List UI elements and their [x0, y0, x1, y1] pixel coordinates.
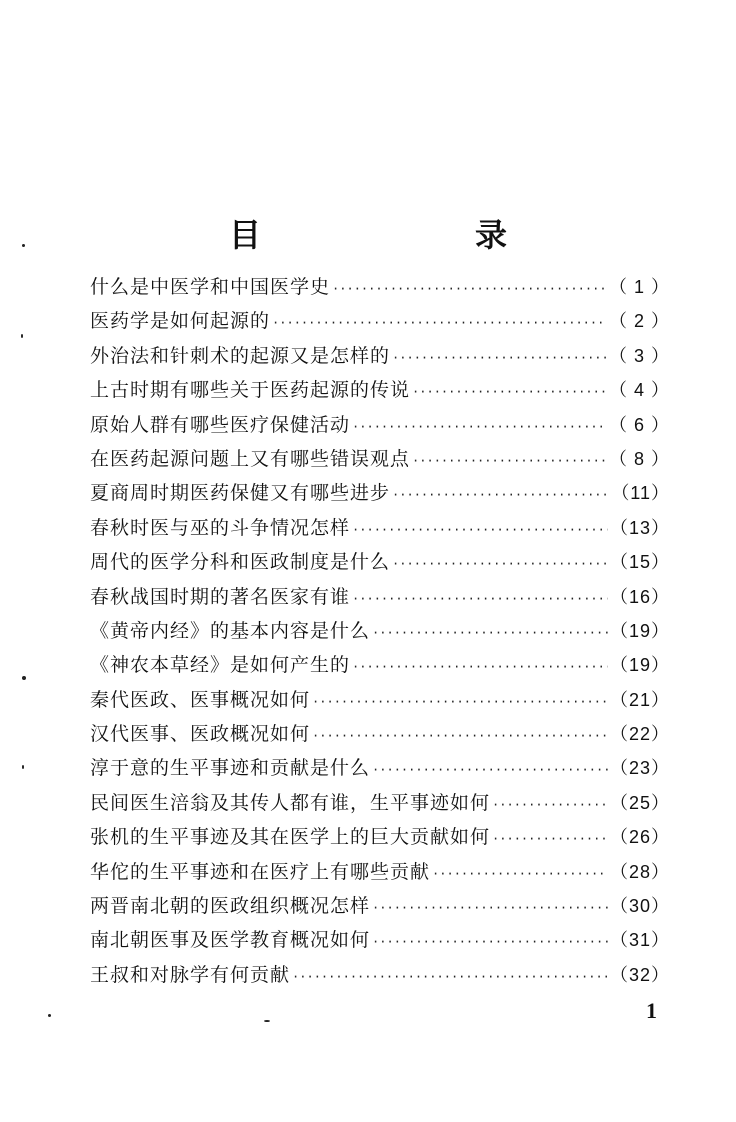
toc-entry — [90, 751, 670, 785]
toc-entry-page: （22） — [609, 724, 670, 745]
dot-leader — [332, 272, 607, 306]
toc-entry-page: （ 2 ） — [608, 311, 670, 332]
toc-entry — [90, 614, 670, 648]
toc-entry-page: （ 6 ） — [608, 414, 670, 435]
dot-leader — [352, 650, 608, 684]
toc-entry-title: 春秋时医与巫的斗争情况怎样 — [90, 516, 351, 539]
toc-entry-title: 医药学是如何起源的 — [90, 310, 271, 333]
dot-leader — [432, 857, 608, 891]
toc-entry — [90, 855, 670, 889]
toc-entry-page: （ 4 ） — [608, 380, 670, 401]
toc-entry-page: （21） — [609, 689, 670, 710]
toc-entry-title: 汉代医事、医政概况如何 — [90, 723, 311, 746]
toc-entry-page: （15） — [609, 552, 670, 573]
toc-entry-page: （26） — [609, 827, 670, 848]
toc-entry-page: （31） — [609, 930, 670, 951]
dot-leader — [292, 960, 608, 994]
scan-speck — [48, 1014, 51, 1017]
scan-speck — [21, 334, 23, 338]
page-number: 1 — [646, 998, 657, 1023]
toc-entry — [90, 786, 670, 820]
toc-entry — [90, 717, 670, 751]
dot-leader — [392, 478, 609, 512]
toc-entry-title: 《黄帝内经》的基本内容是什么 — [90, 619, 371, 642]
toc-entry-title: 夏商周时期医药保健又有哪些进步 — [90, 482, 391, 505]
dot-leader — [372, 925, 608, 959]
toc-entry-page: （28） — [609, 861, 670, 882]
dot-leader — [312, 685, 608, 719]
toc-entry-title: 上古时期有哪些关于医药起源的传说 — [90, 379, 411, 402]
scan-speck — [264, 1020, 270, 1022]
toc-entry-page: （23） — [609, 758, 670, 779]
dot-leader — [392, 547, 608, 581]
toc-entry-title: 原始人群有哪些医疗保健活动 — [90, 413, 351, 436]
toc-entry-title: 淳于意的生平事迹和贡献是什么 — [90, 757, 371, 780]
toc-entry — [90, 270, 670, 304]
toc-entry-page: （30） — [609, 896, 670, 917]
toc-entry — [90, 304, 670, 338]
toc-entry-title: 在医药起源问题上又有哪些错误观点 — [90, 447, 411, 470]
toc-entry — [90, 889, 670, 923]
toc-entry-page: （11） — [611, 483, 670, 504]
dot-leader — [352, 582, 608, 616]
toc-entry-title: 南北朝医事及医学教育概况如何 — [90, 929, 371, 952]
toc-entry-title: 周代的医学分科和医政制度是什么 — [90, 551, 391, 574]
toc-entry — [90, 648, 670, 682]
scan-speck — [22, 244, 25, 247]
toc-entry — [90, 958, 670, 992]
toc-entry-page: （13） — [609, 517, 670, 538]
dot-leader — [392, 341, 607, 375]
toc-entry-title: 外治法和针刺术的起源又是怎样的 — [90, 344, 391, 367]
toc-entry — [90, 545, 670, 579]
dot-leader — [372, 891, 608, 925]
toc-entry — [90, 442, 670, 476]
toc-entry — [90, 580, 670, 614]
toc-entry — [90, 683, 670, 717]
toc-entry-page: （ 1 ） — [608, 277, 670, 297]
table-of-contents — [90, 270, 670, 992]
toc-entry — [90, 408, 670, 442]
scan-speck — [22, 765, 24, 769]
toc-entry — [90, 820, 670, 854]
toc-entry-title: 春秋战国时期的著名医家有谁 — [90, 585, 351, 608]
toc-entry-page: （19） — [609, 620, 670, 641]
page-title: 目 录 — [228, 216, 557, 255]
toc-entry-title: 什么是中医学和中国医学史 — [90, 276, 331, 298]
dot-leader — [352, 513, 608, 547]
toc-entry-title: 秦代医政、医事概况如何 — [90, 688, 311, 711]
scan-speck — [22, 676, 26, 680]
dot-leader — [412, 375, 607, 409]
dot-leader — [412, 444, 607, 478]
toc-entry-page: （16） — [609, 586, 670, 607]
dot-leader — [492, 788, 608, 822]
toc-entry — [90, 373, 670, 407]
toc-entry-page: （ 8 ） — [608, 448, 670, 469]
toc-entry-page: （19） — [609, 655, 670, 676]
toc-entry — [90, 476, 670, 510]
dot-leader — [492, 822, 608, 856]
dot-leader — [372, 616, 608, 650]
toc-entry-page: （ 3 ） — [608, 345, 670, 366]
toc-entry-title: 张机的生平事迹及其在医学上的巨大贡献如何 — [90, 826, 491, 849]
dot-leader — [312, 719, 608, 753]
dot-leader — [352, 410, 607, 444]
toc-entry-page: （25） — [609, 792, 670, 813]
toc-entry — [90, 339, 670, 373]
toc-entry-title: 华佗的生平事迹和在医疗上有哪些贡献 — [90, 860, 431, 883]
toc-entry-title: 《神农本草经》是如何产生的 — [90, 654, 351, 677]
toc-entry — [90, 511, 670, 545]
toc-entry — [90, 923, 670, 957]
toc-entry-title: 两晋南北朝的医政组织概况怎样 — [90, 895, 371, 918]
dot-leader — [272, 306, 607, 340]
dot-leader — [372, 753, 608, 787]
toc-entry-title: 王叔和对脉学有何贡献 — [90, 963, 291, 986]
toc-entry-page: （32） — [609, 964, 670, 985]
toc-entry-title: 民间医生涪翁及其传人都有谁，生平事迹如何 — [90, 791, 491, 814]
